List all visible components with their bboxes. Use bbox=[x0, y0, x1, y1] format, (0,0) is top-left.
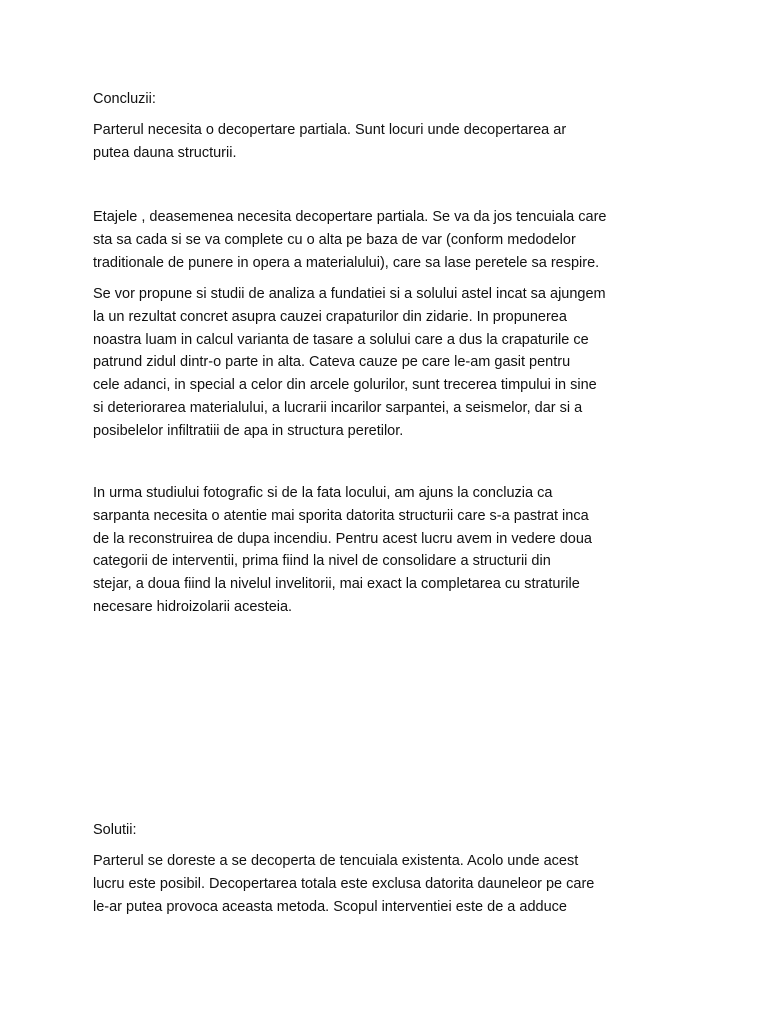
text-line: sarpanta necesita o atentie mai sporita datorita structurii care s-a pastrat inca bbox=[93, 507, 589, 524]
text-line: Se vor propune si studii de analiza a fundatiei si a solului astel incat sa ajungem bbox=[93, 286, 606, 302]
text-line: Etajele , deasemenea necesita decopertare partiala. Se va da jos tencuiala care bbox=[93, 209, 607, 225]
conclusions-paragraph-1 bbox=[93, 119, 733, 165]
text-line: patrund zidul dintr-o parte in alta. Cateva cauze pe care le-am gasit pentru bbox=[93, 354, 571, 371]
text-line: stejar, a doua fiind la nivelul invelitorii, mai exact la completarea cu straturile bbox=[93, 576, 580, 593]
conclusions-paragraph-4 bbox=[93, 482, 733, 619]
text-line: cele adanci, in special a celor din arcele golurilor, sunt trecerea timpului in sine bbox=[93, 377, 597, 394]
solutions-paragraph-1 bbox=[93, 850, 733, 918]
conclusions-paragraph-2 bbox=[93, 206, 733, 274]
text-line: Parterul se doreste a se decoperta de tencuiala existenta. Acolo unde acest bbox=[93, 853, 579, 869]
conclusions-paragraph-3 bbox=[93, 283, 733, 443]
text-line: In urma studiului fotografic si de la fata locului, am ajuns la concluzia ca bbox=[93, 485, 553, 501]
text-line: de la reconstruirea de dupa incendiu. Pentru acest lucru avem in vedere doua bbox=[93, 530, 592, 547]
text-line: posibelelor infiltratiii de apa in structura peretilor. bbox=[93, 422, 404, 439]
text-line: necesare hidroizolarii acesteia. bbox=[93, 598, 293, 615]
text-line: la un rezultat concret asupra cauzei crapaturilor din zidarie. In propunerea bbox=[93, 308, 567, 325]
text-line: si deteriorarea materialului, a lucrarii incarilor sarpantei, a seismelor, dar si a bbox=[93, 399, 583, 416]
text-line: categorii de interventii, prima fiind la nivel de consolidare a structurii din bbox=[93, 553, 551, 570]
text-line: le-ar putea provoca aceasta metoda. Scopul interventiei este de a adduce bbox=[93, 898, 567, 915]
conclusions-heading: Concluzii: bbox=[93, 91, 156, 107]
text-line: traditionale de punere in opera a materialului), care sa lase peretele sa respire. bbox=[93, 254, 600, 271]
text-line: sta sa cada si se va complete cu o alta pe baza de var (conform medodelor bbox=[93, 231, 576, 248]
text-line: Parterul necesita o decopertare partiala. Sunt locuri unde decopertarea ar bbox=[93, 122, 567, 138]
text-line: putea dauna structurii. bbox=[93, 144, 237, 161]
solutions-heading: Solutii: bbox=[93, 822, 137, 838]
text-line: lucru este posibil. Decopertarea totala este exclusa datorita dauneleor pe care bbox=[93, 875, 595, 892]
text-line: noastra luam in calcul varianta de tasare a solului care a dus la crapaturile ce bbox=[93, 331, 589, 348]
